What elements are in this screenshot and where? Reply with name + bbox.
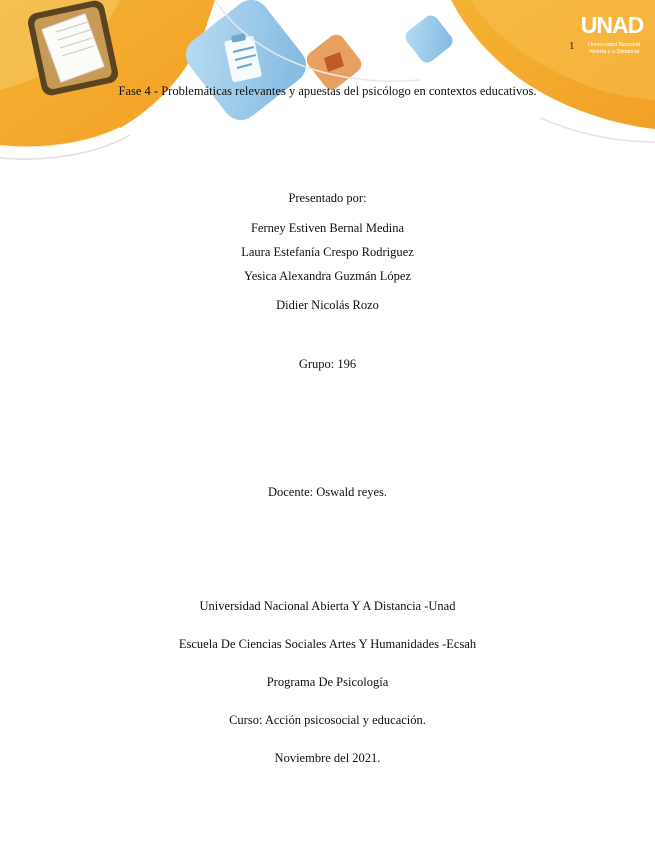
group-number: Grupo: 196 — [298, 357, 357, 371]
page-number: 1 — [569, 40, 575, 52]
author-name: Yesica Alexandra Guzmán López — [243, 269, 412, 283]
school-name: Escuela De Ciencias Sociales Artes Y Humanidades -Ecsah — [178, 637, 477, 651]
author-name: Ferney Estiven Bernal Medina — [250, 221, 405, 235]
document-title: Fase 4 - Problemáticas relevantes y apuestas del psicólogo en contextos educativos. — [118, 84, 537, 98]
document-date: Noviembre del 2021. — [274, 751, 381, 765]
logo-subtitle: Universidad Nacional — [588, 42, 640, 48]
university-name: Universidad Nacional Abierta Y A Distancia -Unad — [199, 599, 456, 613]
logo-subtitle: Abierta y a Distancia — [588, 49, 640, 55]
program-name: Programa De Psicología — [266, 675, 389, 689]
presented-by-label: Presentado por: — [288, 191, 367, 205]
author-name: Didier Nicolás Rozo — [276, 298, 379, 312]
logo-text: UNAD — [580, 12, 644, 38]
course-name: Curso: Acción psicosocial y educación. — [229, 713, 426, 727]
unad-logo — [575, 4, 649, 60]
author-name: Laura Estefanía Crespo Rodriguez — [241, 245, 414, 259]
teacher-name: Docente: Oswald reyes. — [267, 485, 388, 499]
